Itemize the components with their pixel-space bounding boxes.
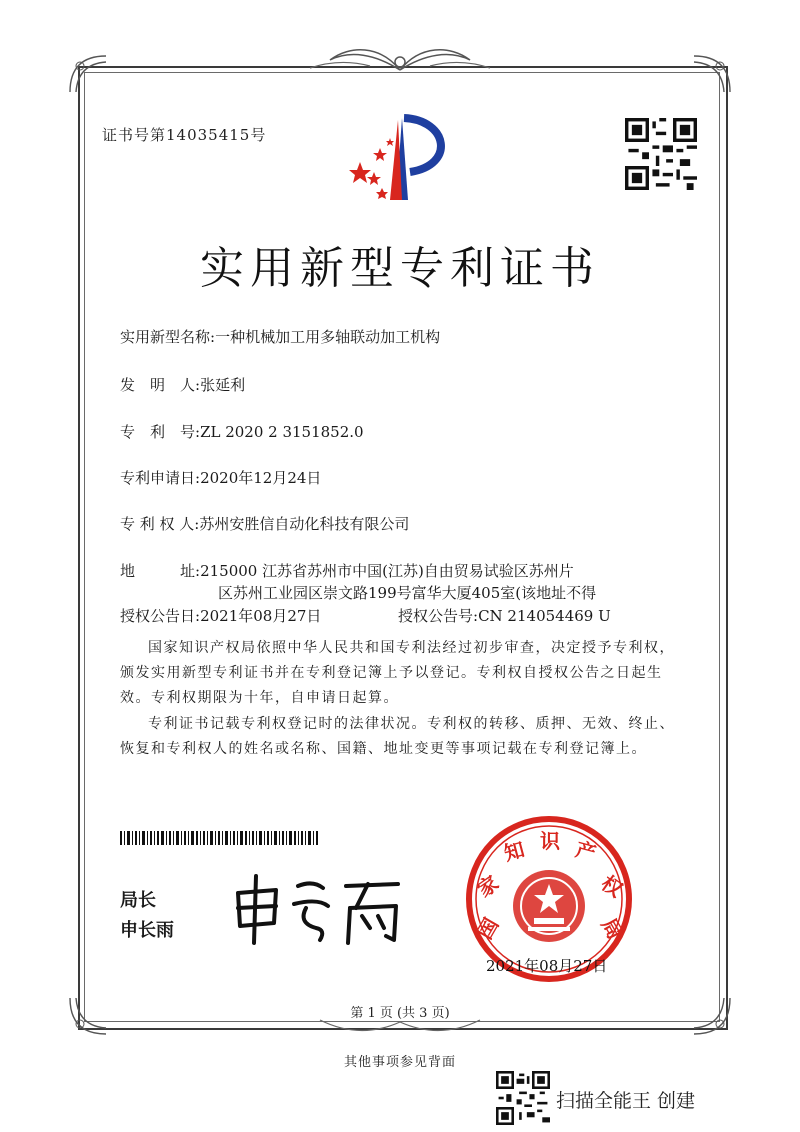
signatory-title: 局长 (120, 890, 156, 911)
grant-number-label: 授权公告号: (398, 607, 479, 625)
grant-date-label: 授权公告日: (120, 607, 201, 625)
certificate-number: 证书号第14035415号 (102, 126, 267, 144)
signatory-name: 申长雨 (120, 920, 174, 941)
svg-text:局: 局 (596, 913, 628, 944)
patent-number-value: ZL 2020 2 3151852.0 (200, 423, 364, 441)
svg-text:知: 知 (501, 837, 527, 866)
svg-text:家: 家 (472, 870, 504, 902)
patent-number-row (120, 421, 364, 442)
address-line-1: 215000 江苏省苏州市中国(江苏)自由贸易试验区苏州片 (200, 562, 574, 580)
address-row (120, 560, 574, 581)
address-label: 地 址: (120, 562, 201, 580)
svg-text:识: 识 (540, 829, 560, 853)
barcode-icon (120, 831, 320, 845)
utility-model-name-label: 实用新型名称: (120, 328, 216, 346)
patent-number-label: 专 利 号: (120, 423, 201, 441)
application-date-value: 2020年12月24日 (200, 469, 322, 487)
application-date-label: 专利申请日: (120, 469, 201, 487)
patentee-row (120, 513, 409, 534)
svg-text:产: 产 (573, 837, 599, 866)
page-number: 第 1 页 (共 3 页) (350, 1006, 450, 1021)
inventor-label: 发 明 人: (120, 376, 201, 394)
back-side-note: 其他事项参见背面 (343, 1055, 456, 1070)
scanner-watermark-label: 扫描全能王 创建 (556, 1090, 696, 1112)
grant-date-value: 2021年08月27日 (200, 607, 322, 625)
patentee-label: 专 利 权 人: (120, 515, 200, 533)
inventor-row (120, 374, 245, 395)
patentee-value: 苏州安胜信自动化科技有限公司 (199, 515, 410, 533)
cnipa-logo-icon (338, 110, 468, 205)
certificate-title: 实用新型专利证书 (200, 243, 600, 294)
top-ornament (300, 40, 500, 80)
application-date-row (120, 467, 321, 488)
grant-statement-paragraph: 国家知识产权局依照中华人民共和国专利法经过初步审查，决定授予专利权，颁发实用新型专利证书并在专利登记簿上予以登记。专利权自授权公告之日起生效。专利权期限为十年，自申请日起算。 (120, 640, 675, 706)
address-line-2: 区苏州工业园区崇文路199号富华大厦405室(该地址不得 (218, 584, 597, 602)
corner-ornament-top-right (690, 52, 734, 96)
handwritten-signature (228, 868, 408, 948)
svg-text:权: 权 (596, 870, 628, 902)
legal-status-paragraph: 专利证书记载专利权登记时的法律状况。专利权的转移、质押、无效、终止、恢复和专利权人的姓名或名称、国籍、地址变更等事项记载在专利登记簿上。 (120, 716, 675, 757)
utility-model-name-value: 一种机械加工用多轴联动加工机构 (215, 328, 441, 346)
grant-number-row (398, 605, 611, 626)
utility-model-name-row (120, 326, 440, 347)
inventor-value: 张延利 (200, 376, 246, 394)
seal-date: 2021年08月27日 (486, 957, 608, 975)
corner-ornament-top-left (66, 52, 110, 96)
svg-text:国: 国 (472, 913, 504, 944)
qr-code-icon (625, 118, 697, 190)
grant-date-row (120, 605, 321, 626)
grant-number-value: CN 214054469 U (478, 607, 611, 625)
scanner-qr-code-icon (496, 1071, 550, 1125)
